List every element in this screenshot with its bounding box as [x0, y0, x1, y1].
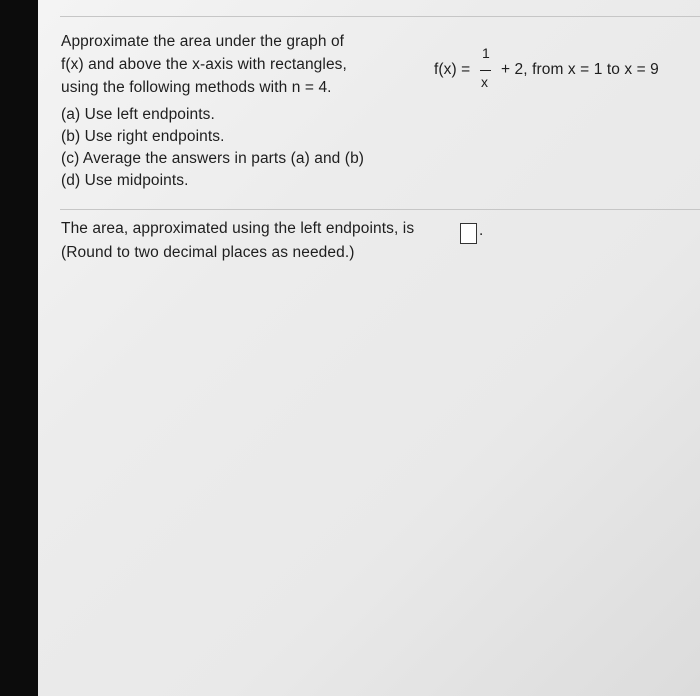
problem-panel: [38, 0, 700, 696]
answer-input[interactable]: [460, 223, 477, 244]
function-lhs: f(x) =: [434, 61, 471, 78]
part-d: (d) Use midpoints.: [61, 172, 189, 189]
answer-prompt: The area, approximated using the left endpoints, is: [61, 220, 415, 237]
part-c: (c) Average the answers in parts (a) and (b): [61, 150, 365, 167]
intro-line-2: f(x) and above the x-axis with rectangles,: [61, 56, 347, 73]
intro-line-3: using the following methods with n = 4.: [61, 79, 332, 96]
fraction-denominator: x: [481, 74, 488, 90]
top-divider: [60, 16, 700, 17]
part-b: (b) Use right endpoints.: [61, 128, 225, 145]
answer-end-punct: .: [479, 222, 484, 239]
fraction-bar: [480, 70, 491, 71]
intro-line-1: Approximate the area under the graph of: [61, 33, 345, 50]
part-a: (a) Use left endpoints.: [61, 106, 215, 123]
section-divider: [60, 209, 700, 210]
rounding-instruction: (Round to two decimal places as needed.): [61, 244, 355, 261]
fraction-numerator: 1: [482, 45, 490, 61]
function-rest: + 2, from x = 1 to x = 9: [501, 61, 659, 78]
